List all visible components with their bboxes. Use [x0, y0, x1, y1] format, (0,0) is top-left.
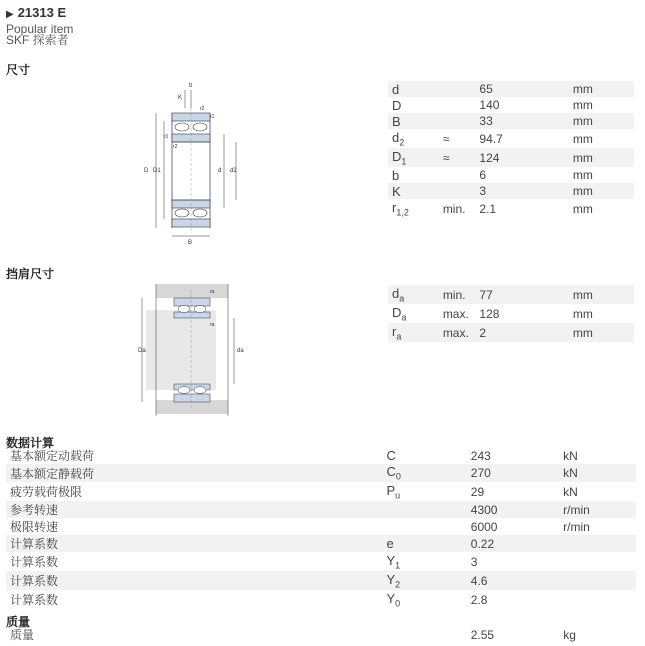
table-row [6, 447, 636, 464]
value-cell: 77 [475, 285, 569, 304]
symbol: P [386, 482, 396, 498]
value-cell: 2 [475, 323, 569, 342]
label-d: d [218, 168, 222, 174]
label-cell: 极限转速 [10, 520, 59, 534]
symbol: r [392, 199, 397, 215]
value-cell: 2.8 [470, 592, 488, 607]
table-row [6, 482, 636, 501]
abutment-dimension-drawing [128, 282, 248, 418]
symbol-cell [388, 183, 439, 199]
label-cell: 参考转速 [6, 501, 383, 518]
label-D: D [144, 168, 149, 174]
symbol-cell [383, 552, 467, 571]
unit-cell: kN [559, 464, 636, 482]
label-d2: d2 [230, 168, 237, 174]
symbol-cell [382, 626, 466, 643]
table-row [388, 148, 634, 167]
symbol-cell [388, 97, 439, 113]
calculation-table [6, 447, 636, 609]
symbol: B [392, 113, 401, 129]
unit-cell: r/min [559, 501, 636, 518]
dimensions-table [388, 81, 634, 218]
symbol-cell [383, 535, 467, 552]
unit-cell [559, 535, 636, 552]
label-B: B [188, 240, 193, 246]
table-row [388, 323, 634, 342]
value-cell: 0.22 [467, 535, 559, 552]
triangle-right-icon: ▶ [6, 9, 14, 20]
symbol-subscript: u [395, 490, 401, 501]
symbol-cell [388, 167, 439, 183]
value-cell: 2.55 [470, 627, 495, 642]
table-row [388, 113, 634, 129]
qualifier-cell [439, 183, 476, 199]
symbol-subscript: a [396, 331, 402, 342]
label-cell: 计算系数 [10, 593, 59, 607]
symbol-subscript: 1,2 [396, 207, 409, 218]
unit-cell: kN [563, 484, 578, 499]
qualifier-cell: min. [442, 201, 466, 216]
symbol-cell [383, 571, 467, 590]
label-cell: 质量 [10, 628, 35, 642]
symbol-cell [383, 590, 467, 609]
value-cell: 270 [467, 464, 559, 482]
symbol-cell [388, 285, 439, 304]
label-cell: 基本额定动载荷 [10, 449, 95, 463]
symbol-cell [388, 113, 439, 129]
label-da: da [237, 348, 244, 354]
unit-cell: mm [572, 98, 593, 112]
label-r2-top: r2 [200, 106, 205, 112]
value-cell: 29 [470, 484, 485, 499]
symbol: C [386, 448, 396, 463]
symbol: D [392, 97, 402, 113]
symbol: b [392, 167, 400, 183]
unit-cell: r/min [563, 519, 590, 534]
section-calc-heading: 数据计算 [6, 436, 55, 450]
table-row [6, 535, 636, 552]
qualifier-cell [439, 113, 476, 129]
qualifier-cell: ≈ [439, 148, 476, 167]
symbol: r [392, 323, 397, 339]
symbol-cell [388, 81, 439, 97]
table-row [388, 81, 634, 97]
value-cell: 128 [479, 306, 500, 321]
label-r1-top: r1 [210, 114, 215, 120]
value-cell: 65 [475, 81, 569, 97]
symbol-cell [383, 464, 467, 482]
table-row [388, 304, 634, 323]
label-r1-left: r1 [164, 134, 169, 140]
table-row [388, 97, 634, 113]
symbol-cell [383, 482, 467, 501]
qualifier-cell: min. [439, 285, 476, 304]
symbol-cell [388, 199, 439, 218]
unit-cell: mm [572, 306, 593, 321]
label-b: b [189, 83, 193, 89]
unit-cell: mm [572, 201, 593, 216]
symbol-cell [383, 501, 467, 518]
label-cell: 计算系数 [10, 555, 59, 569]
table-row [388, 199, 634, 218]
skf-explorer-label: SKF 探索者 [6, 33, 69, 47]
table-row [6, 552, 636, 571]
table-row [6, 626, 636, 643]
label-cell: 基本额定静载荷 [6, 464, 383, 482]
symbol: d [392, 285, 400, 301]
qualifier-cell: ≈ [442, 131, 450, 146]
value-cell: 3 [475, 183, 569, 199]
unit-cell: kg [563, 627, 576, 642]
symbol-subscript: 2 [399, 137, 405, 148]
label-cell: 计算系数 [6, 571, 383, 590]
unit-cell: mm [569, 148, 634, 167]
value-cell: 4.6 [467, 571, 559, 590]
bearing-dimension-drawing [140, 78, 250, 248]
symbol-subscript: 1 [395, 560, 401, 571]
symbol: Y [386, 590, 396, 606]
symbol: K [392, 183, 401, 199]
symbol-subscript: 2 [395, 579, 401, 590]
symbol-subscript: a [401, 312, 407, 323]
symbol: C [386, 464, 396, 480]
table-row [388, 285, 634, 304]
symbol-subscript: 0 [395, 471, 401, 482]
table-row [388, 129, 634, 148]
value-cell: 124 [475, 148, 569, 167]
symbol: d [392, 81, 400, 97]
label-K: K [178, 95, 183, 101]
unit-cell: mm [572, 131, 593, 146]
abutment-table [388, 285, 634, 342]
value-cell: 3 [470, 554, 478, 569]
qualifier-cell [439, 167, 476, 183]
product-title [6, 5, 66, 20]
value-cell: 2.1 [479, 201, 497, 216]
label-ra-top: ra [210, 289, 215, 295]
label-r2-left: r2 [173, 144, 178, 150]
unit-cell: mm [572, 168, 593, 182]
symbol-cell [388, 129, 439, 148]
table-row [388, 183, 634, 199]
value-cell: 140 [479, 98, 500, 112]
label-cell: 计算系数 [6, 535, 383, 552]
section-mass-heading: 质量 [6, 615, 31, 629]
table-row [6, 464, 636, 482]
value-cell: 4300 [467, 501, 559, 518]
symbol-cell [388, 323, 439, 342]
unit-cell: mm [569, 113, 634, 129]
table-row [6, 501, 636, 518]
symbol-subscript: a [399, 293, 405, 304]
qualifier-cell: max. [442, 306, 469, 321]
symbol-cell [383, 447, 467, 464]
symbol-cell [383, 518, 467, 535]
label-D1: D1 [153, 168, 161, 174]
symbol: Y [386, 552, 396, 568]
unit-cell: mm [569, 81, 634, 97]
label-Da: Da [138, 348, 146, 354]
qualifier-cell [439, 97, 476, 113]
symbol-subscript: 0 [395, 598, 401, 609]
mass-table [6, 626, 636, 643]
unit-cell [559, 552, 636, 571]
symbol: D [392, 148, 402, 164]
value-cell: 6000 [470, 519, 498, 534]
unit-cell: mm [569, 183, 634, 199]
symbol: d [392, 129, 400, 145]
value-cell: 94.7 [479, 131, 503, 146]
section-dimensions-heading: 尺寸 [6, 63, 31, 77]
symbol-cell [388, 304, 439, 323]
table-row [6, 571, 636, 590]
table-row [6, 590, 636, 609]
popular-item-link[interactable]: Popular item [6, 22, 74, 36]
symbol: Y [386, 571, 396, 587]
unit-cell [559, 590, 636, 609]
table-row [388, 167, 634, 183]
unit-cell [559, 571, 636, 590]
value-cell: 6 [479, 168, 487, 182]
section-abutment-heading: 挡肩尺寸 [6, 267, 55, 281]
unit-cell: kN [563, 448, 578, 463]
unit-cell: mm [569, 285, 634, 304]
symbol-cell [388, 148, 439, 167]
label-ra-inner: ra [210, 322, 215, 328]
product-title-text: 21313 E [17, 5, 67, 20]
value-cell: 33 [475, 113, 569, 129]
symbol-subscript: 1 [401, 156, 407, 167]
value-cell: 243 [470, 448, 491, 463]
qualifier-cell: max. [439, 323, 476, 342]
unit-cell: mm [569, 323, 634, 342]
symbol: e [386, 536, 394, 551]
label-cell: 疲劳载荷极限 [10, 485, 83, 499]
qualifier-cell [439, 81, 476, 97]
symbol: D [392, 304, 402, 320]
table-row [6, 518, 636, 535]
